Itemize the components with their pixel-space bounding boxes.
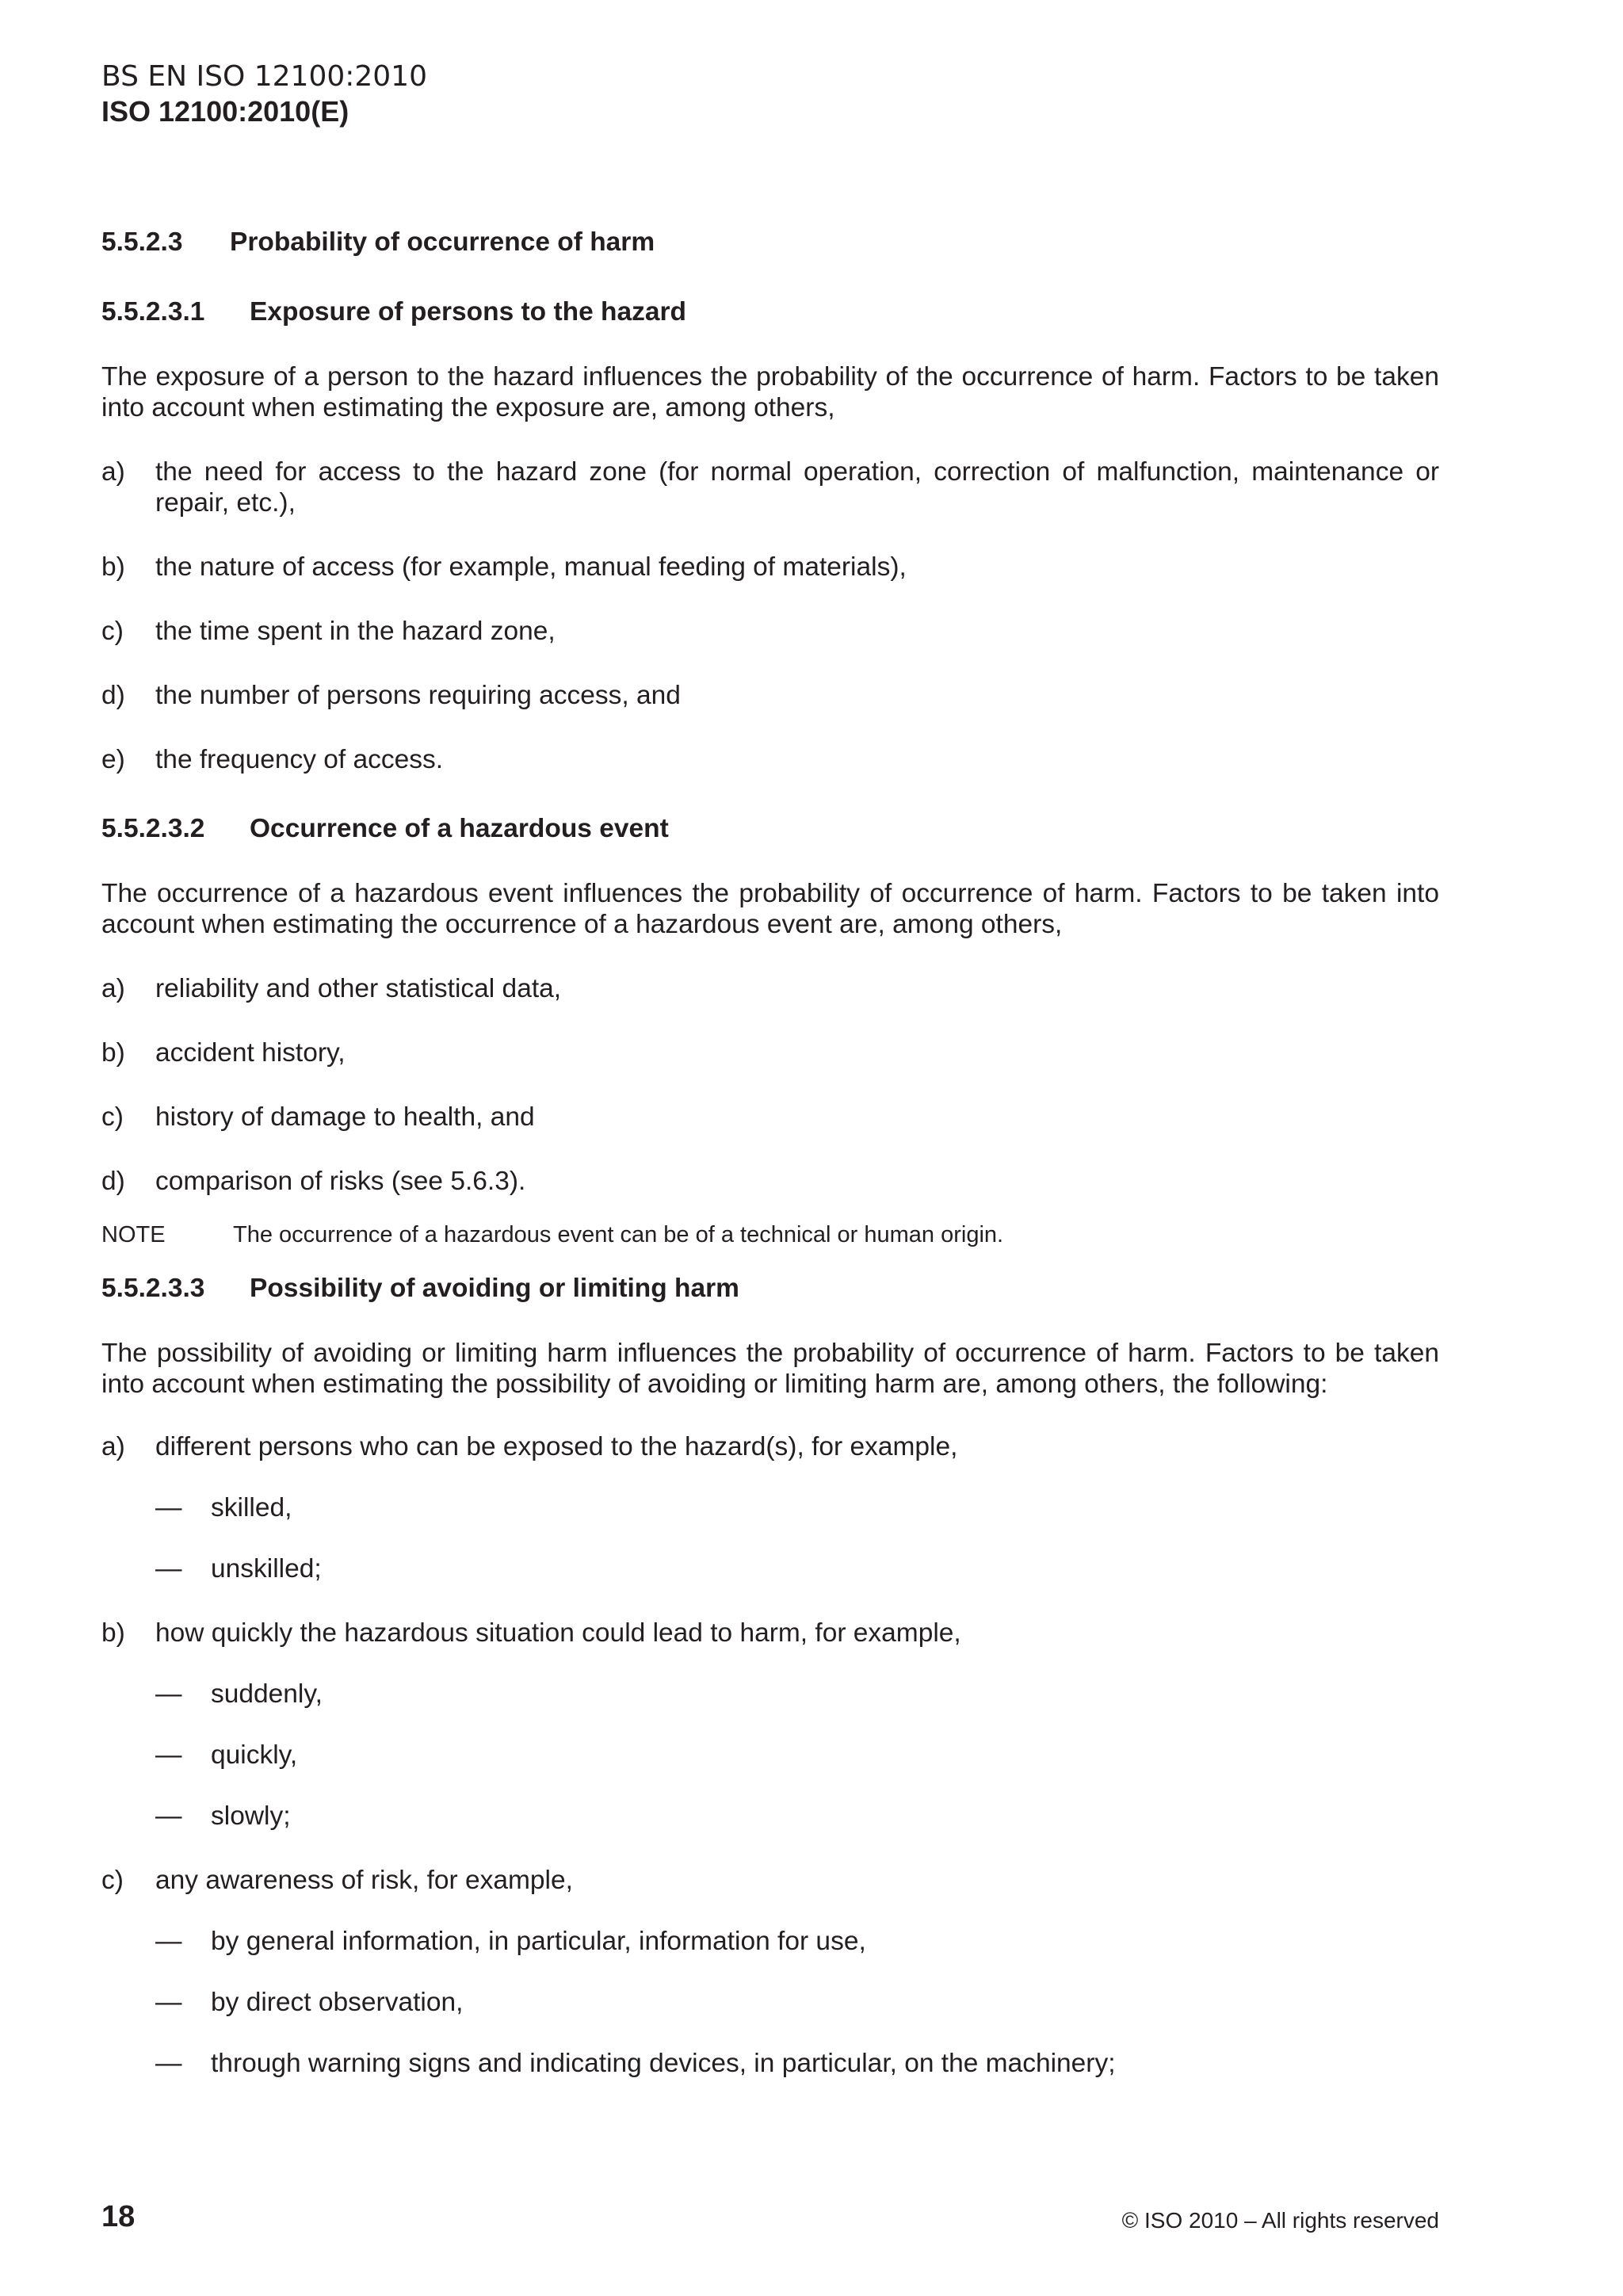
subsection-title: Possibility of avoiding or limiting harm	[250, 1274, 739, 1303]
list-marker: e)	[101, 745, 125, 774]
dash-text: skilled,	[211, 1493, 292, 1522]
dash-marker: —	[155, 1493, 182, 1522]
dash-text: by direct observation,	[211, 1988, 464, 2017]
list-marker: d)	[101, 681, 125, 710]
dash-text: unskilled;	[211, 1554, 322, 1584]
dash-marker: —	[155, 1740, 182, 1770]
section-number: 5.5.2.3	[101, 227, 183, 257]
subsection-number: 5.5.2.3.2	[101, 814, 205, 843]
document-page	[101, 0, 1439, 2296]
dash-item	[101, 1926, 1439, 1957]
note-label: NOTE	[101, 1222, 166, 1247]
dash-text: quickly,	[211, 1740, 298, 1770]
dash-marker: —	[155, 1988, 182, 2017]
dash-marker: —	[155, 1801, 182, 1831]
list-item	[101, 1431, 1439, 1462]
subsection-title: Occurrence of a hazardous event	[250, 814, 669, 843]
subsection-number: 5.5.2.3.1	[101, 297, 205, 327]
dash-item	[101, 1740, 1439, 1771]
dash-item	[101, 1553, 1439, 1584]
dash-item	[101, 1987, 1439, 2018]
dash-text: through warning signs and indicating devices, in particular, on the machinery;	[211, 2049, 1116, 2078]
list-text: the time spent in the hazard zone,	[155, 617, 556, 646]
iso-designation: ISO 12100:2010(E)	[101, 95, 349, 128]
list-text: accident history,	[155, 1038, 346, 1068]
list-item	[101, 457, 1439, 518]
list-text: the need for access to the hazard zone (for normal operation, correction of malfunction, maintenance or repair, etc.),	[155, 457, 1439, 518]
list-marker: d)	[101, 1167, 125, 1196]
dash-marker: —	[155, 2049, 182, 2078]
list-item	[101, 973, 1439, 1004]
list-text: the number of persons requiring access, and	[155, 681, 681, 710]
dash-text: suddenly,	[211, 1679, 323, 1709]
paragraph: The occurrence of a hazardous event influences the probability of occurrence of harm. Factors to be taken into account when estimating the occurrence of a hazardous event are, among others,	[101, 879, 1439, 939]
list-text: comparison of risks (see 5.6.3).	[155, 1167, 526, 1196]
page-content	[101, 227, 1439, 2079]
dash-item	[101, 1492, 1439, 1523]
subsection-heading-5-5-2-3-1	[101, 296, 1439, 328]
page-number: 18	[101, 2200, 136, 2233]
subsection-number: 5.5.2.3.3	[101, 1274, 205, 1303]
list-text: different persons who can be exposed to the hazard(s), for example,	[155, 1432, 958, 1461]
list-marker: c)	[101, 1102, 124, 1132]
dash-item	[101, 1801, 1439, 1832]
list-marker: b)	[101, 1038, 125, 1068]
dash-marker: —	[155, 1927, 182, 1956]
list-marker: c)	[101, 617, 124, 646]
list-text: reliability and other statistical data,	[155, 974, 562, 1003]
list-item	[101, 1166, 1439, 1197]
standard-designation: BS EN ISO 12100:2010	[101, 60, 427, 93]
list-item	[101, 1102, 1439, 1133]
list-marker: a)	[101, 457, 125, 487]
subsection-title: Exposure of persons to the hazard	[250, 297, 686, 327]
section-title: Probability of occurrence of harm	[230, 227, 655, 257]
note-text: The occurrence of a hazardous event can be of a technical or human origin.	[233, 1222, 1004, 1247]
list-item	[101, 1618, 1439, 1648]
subsection-heading-5-5-2-3-2	[101, 813, 1439, 845]
list-text: history of damage to health, and	[155, 1102, 535, 1132]
dash-text: by general information, in particular, information for use,	[211, 1927, 866, 1956]
list-marker: b)	[101, 552, 125, 582]
dash-item	[101, 2048, 1439, 2079]
dash-text: slowly;	[211, 1801, 291, 1831]
dash-item	[101, 1679, 1439, 1710]
list-marker: b)	[101, 1618, 125, 1648]
list-item	[101, 680, 1439, 711]
section-heading-5-5-2-3	[101, 227, 1439, 258]
list-marker: a)	[101, 974, 125, 1003]
list-marker: a)	[101, 1432, 125, 1461]
list-item	[101, 616, 1439, 647]
list-item	[101, 1865, 1439, 1896]
list-text: the frequency of access.	[155, 745, 444, 774]
dash-marker: —	[155, 1554, 182, 1584]
list-item	[101, 1037, 1439, 1068]
list-text: any awareness of risk, for example,	[155, 1866, 573, 1895]
paragraph: The possibility of avoiding or limiting harm influences the probability of occurrence of harm. Factors to be taken into account when estimating the possibility of avoiding or limiting harm are, among others, the following:	[101, 1339, 1439, 1399]
copyright-notice: © ISO 2010 – All rights reserved	[1121, 2208, 1439, 2233]
list-marker: c)	[101, 1866, 124, 1895]
list-item	[101, 744, 1439, 775]
note	[101, 1221, 1439, 1249]
list-text: the nature of access (for example, manual feeding of materials),	[155, 552, 907, 582]
list-text: how quickly the hazardous situation could lead to harm, for example,	[155, 1618, 961, 1648]
dash-marker: —	[155, 1679, 182, 1709]
paragraph: The exposure of a person to the hazard influences the probability of the occurrence of harm. Factors to be taken into account when estimating the exposure are, among others,	[101, 362, 1439, 422]
list-item	[101, 552, 1439, 583]
subsection-heading-5-5-2-3-3	[101, 1273, 1439, 1305]
